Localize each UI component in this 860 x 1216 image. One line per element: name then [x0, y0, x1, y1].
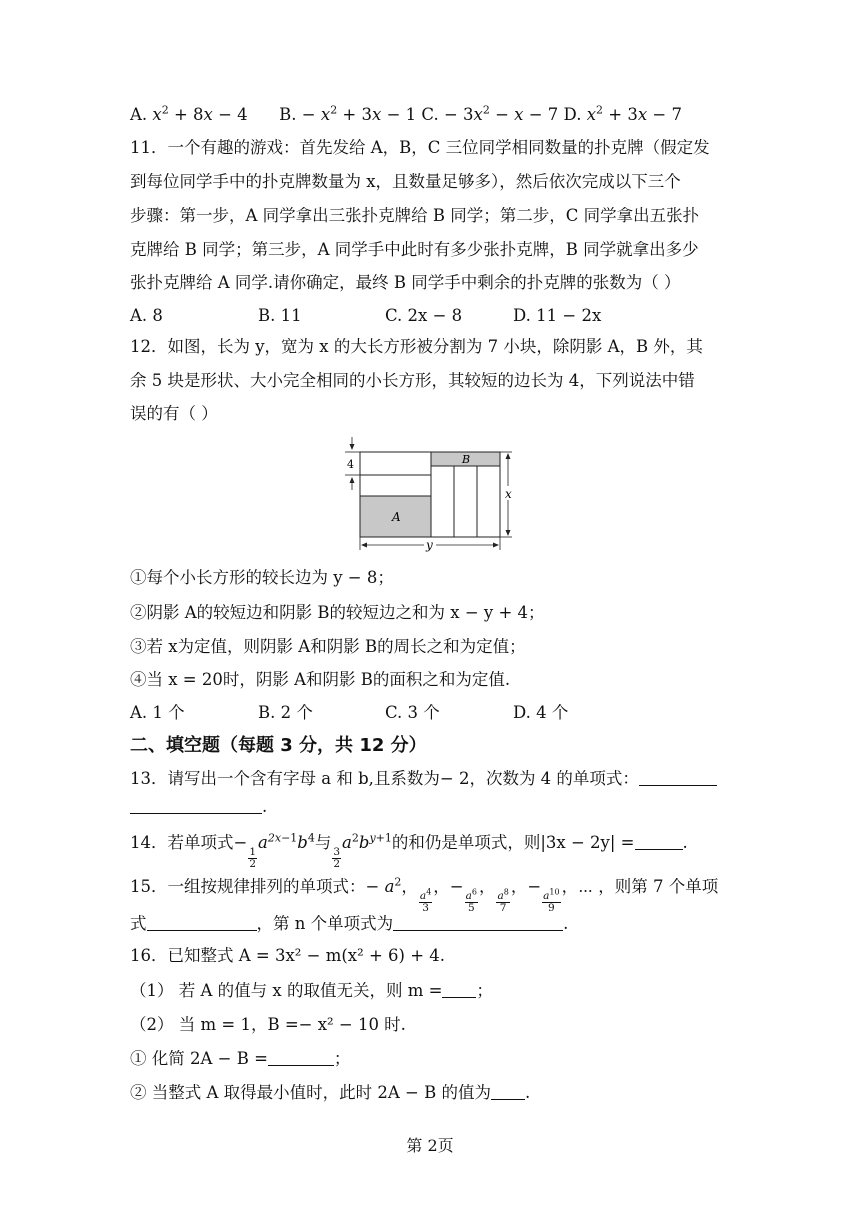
q13-line-2: . [130, 796, 860, 817]
section-title-fill-in: 二、填空题（每题 3 分，共 12 分） [130, 735, 427, 756]
q11-line-1: 11．一个有趣的游戏：首先发给 A，B，C 三位同学相同数量的扑克牌（假定发 [130, 138, 710, 157]
q12-line-2: 余 5 块是形状、大小完全相同的小长方形，其较短的边长为 4，下列说法中错 [130, 371, 695, 390]
q15-line-2: 式 ，第 n 个单项式为 . [130, 914, 569, 933]
q11-option-b: B. 11 [258, 306, 302, 325]
q11-line-5: 张扑克牌给 A 同学.请你确定，最终 B 同学手中剩余的扑克牌的张数为（ ） [130, 273, 681, 292]
q11-line-3: 步骤：第一步，A 同学拿出三张扑克牌给 B 同学；第二步，C 同学拿出五张扑 [130, 206, 700, 225]
q12-statement-1: ①每个小长方形的较长边为 y − 8； [130, 568, 394, 587]
q13-answer-blank-2[interactable] [130, 796, 262, 814]
q16-part-2b: ② 当整式 A 取得最小值时，此时 2A − B 的值为 . [130, 1083, 531, 1102]
q11-options [130, 306, 860, 326]
label-4: 4 [347, 458, 354, 471]
label-b: B [462, 453, 471, 466]
q10-option-a: A. $x^2 + 8x - 4$ [130, 103, 248, 124]
q16-line-1: 16．已知整式 A = 3x² − m(x² + 6) + 4. [130, 946, 446, 965]
q12-option-b: B. 2 个 [258, 703, 313, 722]
q12-options [130, 703, 860, 723]
q15-answer-blank-1[interactable] [147, 913, 257, 931]
q14-answer-blank[interactable] [635, 832, 683, 850]
q12-line-3: 误的有（ ） [130, 404, 218, 423]
q12-figure [340, 432, 520, 554]
q12-option-d: D. 4 个 [513, 703, 569, 722]
label-a: A [392, 510, 401, 524]
page-number: 第 2页 [406, 1136, 454, 1155]
q10-option-b: B. − $x^2 + 3x - 1$ [279, 103, 417, 124]
q11-line-4: 克牌给 B 同学；第三步，A 同学手中此时有多少张扑克牌，B 同学就拿出多少 [130, 240, 699, 259]
q12-option-c: C. 3 个 [385, 703, 440, 722]
q10-option-d: D. $x^2 + 3x - 7$ [563, 103, 682, 124]
q12-line-1: 12．如图，长为 y，宽为 x 的大长方形被分割为 7 小块，除阴影 A，B 外，其 [130, 337, 703, 356]
q16-part-2a: ① 化简 2A − B = ； [130, 1049, 351, 1068]
q13-answer-blank[interactable] [639, 768, 717, 786]
q11-option-c: C. 2x − 8 [385, 306, 463, 325]
q14: 14．若单项式− $\frac{1}{2}$ $a^{2x-1}b^4$与 $\frac{3}{2}$ $a^2b^{y+1}$的和仍是单项式，则|3x − 2y| = . [130, 831, 688, 870]
q10-options [130, 105, 860, 125]
q16-answer-blank-2[interactable] [268, 1048, 334, 1066]
label-x: x [505, 487, 512, 501]
q12-option-a: A. 1 个 [130, 703, 185, 722]
label-y: y [426, 538, 433, 552]
q16-answer-blank-1[interactable] [442, 980, 476, 998]
q11-line-2: 到每位同学手中的扑克牌数量为 x，且数量足够多），然后依次完成以下三个 [130, 172, 681, 191]
q13-line-1: 13．请写出一个含有字母 a 和 b,且系数为− 2，次数为 4 的单项式： [130, 768, 860, 789]
q16-part-2: （2） 当 m = 1，B =− x² − 10 时. [130, 1015, 406, 1034]
q12-statement-3: ③若 x为定值，则阴影 A和阴影 B的周长之和为定值； [130, 637, 526, 656]
q12-statement-4: ④当 x = 20时，阴影 A和阴影 B的面积之和为定值. [130, 670, 511, 689]
q15-answer-blank-2[interactable] [393, 913, 563, 931]
q15-line-1: 15．一组按规律排列的单项式：− $a^2$， $\frac{a^4}{3}$ ，− $\frac{a^6}{5}$ ， $\frac{a^8}{7}$ ，− $\frac{a^{10}}{9}$ ，⋯ ，则第 7 个单项 [130, 875, 719, 914]
q11-option-d: D. 11 − 2x [513, 306, 602, 325]
q11-option-a: A. 8 [130, 306, 163, 325]
q12-statement-2: ②阴影 A的较短边和阴影 B的较短边之和为 x − y + 4； [130, 603, 545, 622]
q10-option-c: C. − $3x^2 - x - 7$ [421, 103, 559, 124]
q16-part-1: （1） 若 A 的值与 x 的取值无关，则 m = ； [130, 981, 493, 1000]
q16-answer-blank-3[interactable] [491, 1082, 525, 1100]
